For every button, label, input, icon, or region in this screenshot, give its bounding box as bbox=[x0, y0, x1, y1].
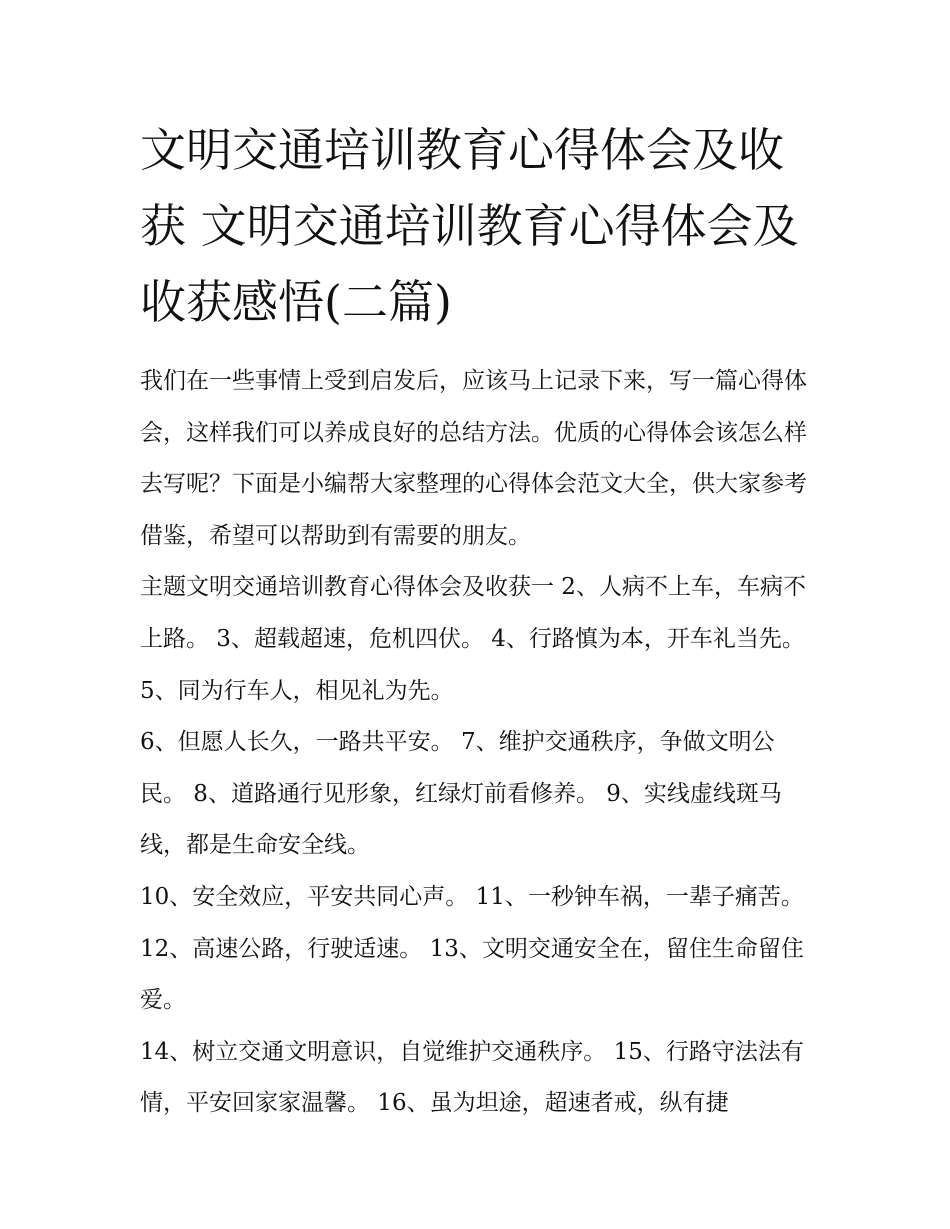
document-body bbox=[140, 356, 820, 1130]
paragraph-slogans-4: 14、树立交通文明意识，自觉维护交通秩序。 15、行路守法法有情，平安回家家温馨。 16、虽为坦途，超速者戒，纵有捷 bbox=[140, 1038, 804, 1117]
paragraph-slogans-2: 6、但愿人长久，一路共平安。 7、维护交通秩序，争做文明公民。 8、道路通行见形象，红绿灯前看修养。 9、实线虚线斑马线，都是生命安全线。 bbox=[140, 729, 782, 859]
paragraph-slogans-1: 主题文明交通培训教育心得体会及收获一 2、人病不上车，车病不上路。 3、超载超速，危机四伏。 4、行路慎为本，开车礼当先。 5、同为行车人，相见礼为先。 bbox=[140, 574, 806, 704]
paragraph-slogans-3: 10、安全效应，平安共同心声。 11、一秒钟车祸，一辈子痛苦。 12、高速公路，行驶适速。 13、文明交通安全在，留住生命留住爱。 bbox=[140, 883, 804, 1014]
paragraph-intro: 我们在一些事情上受到启发后，应该马上记录下来，写一篇心得体会，这样我们可以养成良好的总结方法。优质的心得体会该怎么样去写呢？下面是小编帮大家整理的心得体会范文大全，供大家参考借鉴，希望可以帮助到有需要的朋友。 bbox=[140, 368, 807, 549]
document-title: 文明交通培训教育心得体会及收获 文明交通培训教育心得体会及收获感悟(二篇) bbox=[140, 123, 799, 329]
